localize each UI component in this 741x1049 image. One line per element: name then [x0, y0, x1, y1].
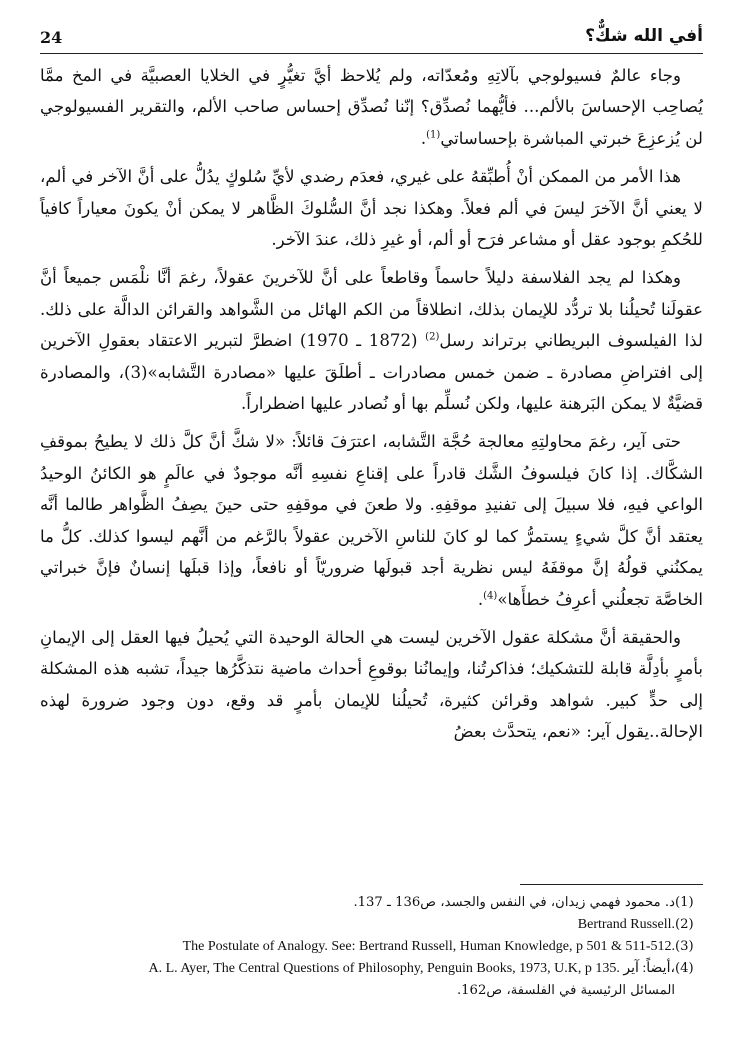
footnote-number: (2) [675, 917, 694, 932]
footnote-continuation: المسائل الرئيسية في الفلسفة، ص162. [456, 983, 675, 998]
footnotes [40, 892, 703, 1002]
footnote-marker: (4) [483, 589, 498, 601]
footnote-text: Bertrand Russell. [577, 917, 675, 932]
footnote-marker: (1) [426, 129, 441, 141]
header-rule [40, 53, 703, 54]
footnote-number: (1) [675, 895, 694, 910]
footnote-text: د. محمود فهمي زيدان، في النفس والجسد، ص136 ـ 137. [353, 895, 675, 910]
footnote-number: (3) [675, 939, 694, 954]
paragraph: والحقيقة أنَّ مشكلة عقول الآخرين ليست هي الحالة الوحيدة التي يُحيلُ فيها العقل إلى الإيمانِ بأمرٍ بأدِلَّة قابلة للتشكيك؛ فذاكرتُنا، وإيمانُنا بوقوعِ أحداث ماضية نتذكَّرُها جيداً، تشبه هذه المشكلة إلى حدٍّ كبير. شواهد وقرائن كثيرة، تُحيلُنا للإيمان بأمرٍ قد وقع، دون وجود ضرورة لهذه الإحالة..يقول آير: «نعم، يتحدَّث بعضُ [40, 627, 703, 742]
footnote [40, 914, 703, 936]
body-text [40, 60, 703, 755]
footnote-number: (4) [675, 961, 694, 976]
paragraph: هذا الأمر من الممكن أنْ أُطبِّقهُ على غيري، فعدَم رضدي لأيِّ سُلوكٍ يدُلُّ على أنَّ الآخر في ألم، لا يعني أنَّ الآخرَ ليسَ في ألم فعلاً. وهكذا نجد أنَّ السُّلوكَ الظَّاهر لا يمكن أنْ يكونَ معياراً كافياً للحُكمِ بوجود عقل أو مشاعر فرَح أو ألم، أو غيرِ ذلك، عندَ الآخر. [40, 167, 703, 250]
running-title: أفي الله شكٌّ؟ [585, 26, 703, 46]
footnote [40, 958, 703, 980]
paragraph: وهكذا لم يجد الفلاسفة دليلاً حاسماً وقاطعاً على أنَّ للآخرينَ عقولاً، رغمَ أنَّا نلْمَس جميعاً أنَّ عقولَنا تُحيلُنا بلا تردُّد للإيمان بذلك، انطلاقاً من الكم الهائل من الشَّواهد والقرائن الدالَّة على ذلك. لذا الفيلسوف البريطاني برتراند رسل$^{(2)}$ (1872 ـ 1970) اضطرَّ لتبرير الاعتقاد بعقولِ الآخرين إلى افتراضِ مصادرة ـ ضمن خمس مصادرات ـ أطلَقَ عليها «مصادرة التَّشابه»(3)، والمصادرة قضيَّةٌ لا يمكن البَرهنة عليها، ولكن نُسلِّم بها أو نُصادر عليها اضطراراً. [40, 268, 704, 414]
page-number: 24 [40, 28, 63, 47]
paragraph: وجاء عالمٌ فسيولوجي بآلاتِهِ ومُعدّاته، ولم يُلاحظ أيَّ تغيُّرٍ في الخلايا العصبيَّة في المخ ممَّا يُصاحِب الإحساسَ بالألم... فأيُّهما نُصدِّق؟ إنّنا نُصدِّق إحساس صاحب الألم، والتقرير الفسيولوجي لن يُزعزِعَ خبرتي المباشرة بإحساساتي$^{(1)}$. [40, 66, 703, 148]
footnote-marker: (2) [425, 331, 440, 343]
footnote-rule [520, 884, 703, 885]
page-header [40, 28, 703, 56]
footnote-text: The Postulate of Analogy. See: Bertrand Russell, Human Knowledge, p 501 & 511-512. [182, 939, 675, 954]
footnote [40, 892, 703, 914]
footnote-text: A. L. Ayer, The Central Questions of Philosophy, Penguin Books, 1973, U.K, p 135. أيضاً: آير، [148, 961, 675, 976]
footnote [40, 936, 703, 958]
paragraph: حتى آير، رغمَ محاولتِهِ معالجة حُجَّة التَّشابه، اعترَفَ قائلاً: «لا شكَّ أنَّ كلَّ ذلك لا يطيحُ بموقفِ الشكَّاك. إذا كانَ فيلسوفُ الشَّك قادراً على إقناعِ نفسِهِ أنَّه موجودٌ في عالَمٍ هو الكائنُ الوحيدُ الواعي فيهِ، فلا سبيلَ إلى تفنيدِ موقفِهِ. ولا طعنَ في موقفِهِ حتى حينَ يصِفُ الظَّواهر طالما أنَّه يعتقد أنَّ كلَّ شيءٍ يستمرُّ كما لو كانَ للناسِ الآخرين عقولاً بالرَّغم من أنَّهم ليسوا كذلك. كلُّ ما يمكنُني قولُهُ إنَّ موقفَهُ ليس نظرية أجد قبولَها ضروريّاً أو نافعاً، وإذا قبلَها إنسانٌ فإنَّ خبراتي الخاصَّة تجعلُني أعرِفُ خطأَها»$^{(4)}$. [40, 432, 703, 609]
